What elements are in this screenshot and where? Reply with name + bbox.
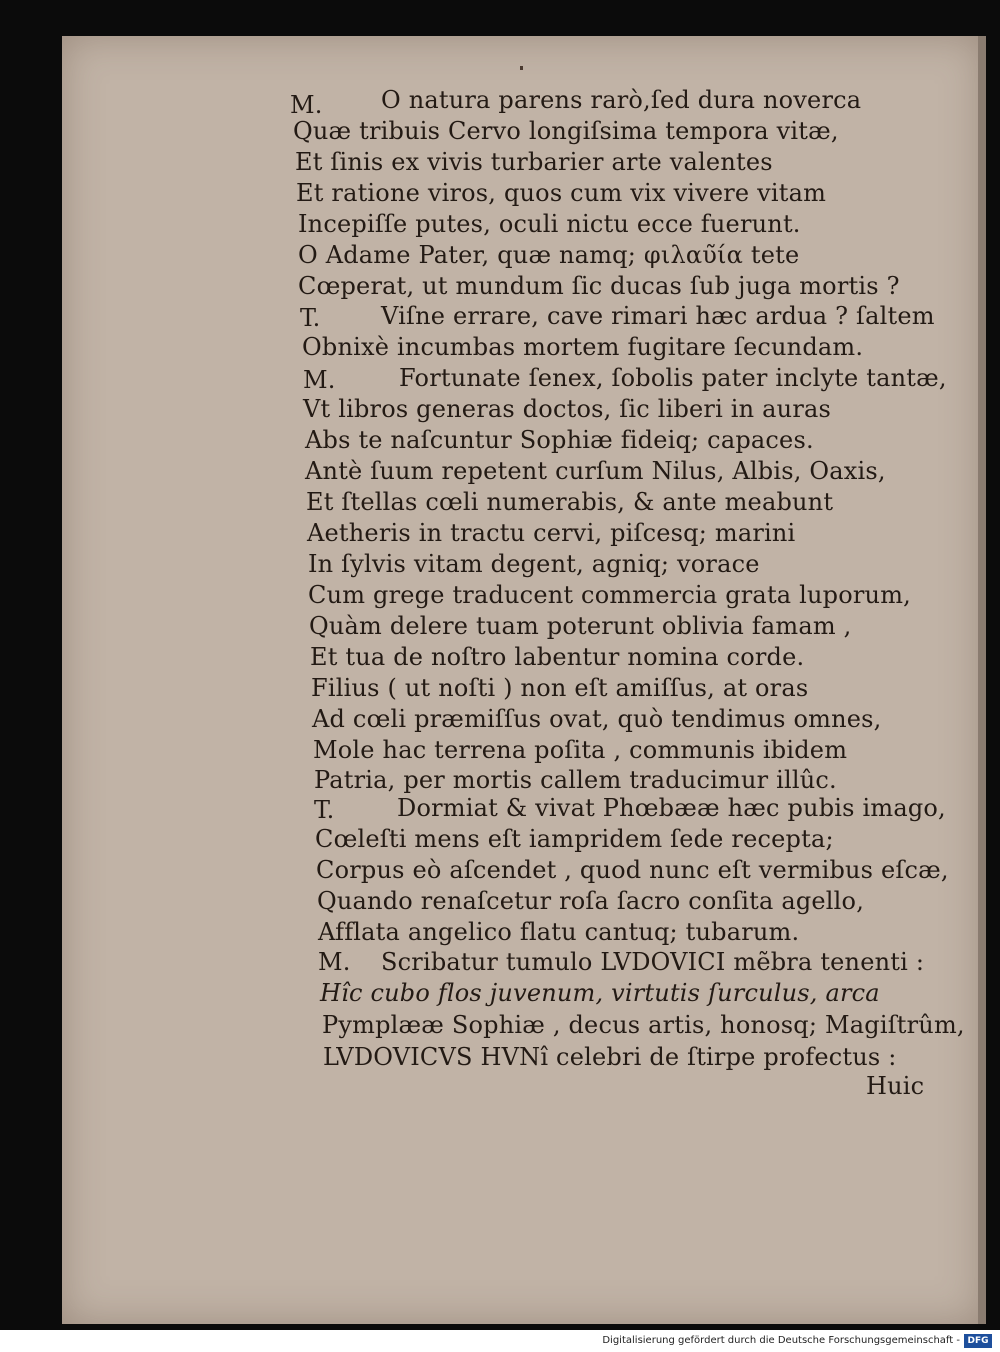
verse-line: Fortunate ſenex, ſobolis pater inclyte tantæ,: [399, 364, 947, 392]
speaker-label: M.: [303, 366, 336, 394]
epitaph-line: Hîc cubo flos juvenum, virtutis ſurculus, arca: [320, 979, 880, 1007]
verse-line: Quàm delere tuam poterunt oblivia famam ,: [309, 612, 852, 640]
verse-line: Incepiſſe putes, oculi nictu ecce fuerunt.: [298, 210, 801, 238]
verse-line: Mole hac terrena poſita , communis ibidem: [313, 736, 848, 764]
dfg-logo: DFG: [964, 1334, 992, 1348]
verse-line: Cœperat, ut mundum ſic ducas ſub juga mortis ?: [298, 272, 900, 300]
verse-line: O natura parens rarò,ſed dura noverca: [381, 86, 862, 114]
ink-speck: [520, 66, 523, 70]
verse-line: Cum grege traducent commercia grata luporum,: [308, 581, 911, 609]
speaker-label: M.: [318, 948, 351, 976]
verse-line: Patria, per mortis callem traducimur illûc.: [314, 766, 837, 794]
verse-line: Abs te naſcuntur Sophiæ fideiq; capaces.: [305, 426, 814, 454]
verse-line: Et ſinis ex vivis turbarier arte valentes: [295, 148, 773, 176]
verse-line: Antè ſuum repetent curſum Nilus, Albis, Oaxis,: [305, 457, 886, 485]
verse-line: Cœleſti mens eſt iampridem ſede recepta;: [315, 825, 834, 853]
speaker-label: T.: [314, 796, 335, 824]
epitaph-line: LVDOVICVS HVNî celebri de ſtirpe profectus :: [323, 1043, 897, 1071]
verse-line: Et ſtellas cœli numerabis, & ante meabunt: [306, 488, 834, 516]
verse-line: Vt libros generas doctos, ſic liberi in auras: [303, 395, 832, 423]
verse-line: Afflata angelico flatu cantuq; tubarum.: [318, 918, 800, 946]
page-edge: [978, 36, 986, 1324]
speaker-label: T.: [300, 304, 321, 332]
verse-line: Quæ tribuis Cervo longiſsima tempora vitæ,: [293, 117, 839, 145]
verse-line: Aetheris in tractu cervi, piſcesq; marini: [307, 519, 796, 547]
speaker-label: M.: [290, 91, 323, 119]
verse-line: Obnixè incumbas mortem fugitare ſecundam.: [302, 333, 864, 361]
verse-line: Quando renaſcetur roſa ſacro conſita agello,: [317, 887, 865, 915]
verse-line: In ſylvis vitam degent, agniq; vorace: [308, 550, 760, 578]
verse-line: Dormiat & vivat Phœbææ hæc pubis imago,: [397, 794, 946, 822]
verse-line: Et ratione viros, quos cum vix vivere vitam: [296, 179, 827, 207]
verse-line: Scribatur tumulo LVDOVICI mẽbra tenenti :: [381, 948, 925, 976]
verse-line: Viſne errare, cave rimari hæc ardua ? ſaltem: [381, 302, 935, 330]
verse-line: Filius ( ut noſti ) non eſt amiſſus, at oras: [311, 674, 809, 702]
verse-line: Corpus eò aſcendet , quod nunc eſt vermibus eſcæ,: [316, 856, 949, 884]
footer-credit: Digitalisierung gefördert durch die Deutsche Forschungsgemeinschaft -: [602, 1335, 960, 1346]
epitaph-line: Pymplææ Sophiæ , decus artis, honosq; Magiſtrûm,: [322, 1011, 965, 1039]
verse-line: Et tua de noſtro labentur nomina corde.: [310, 643, 805, 671]
catchword: Huic: [866, 1072, 925, 1100]
verse-line: Ad cœli præmiſſus ovat, quò tendimus omnes,: [312, 705, 882, 733]
digitization-footer: [0, 1330, 1000, 1352]
verse-line: O Adame Pater, quæ namq; φιλαυ̃ία tete: [298, 241, 800, 269]
